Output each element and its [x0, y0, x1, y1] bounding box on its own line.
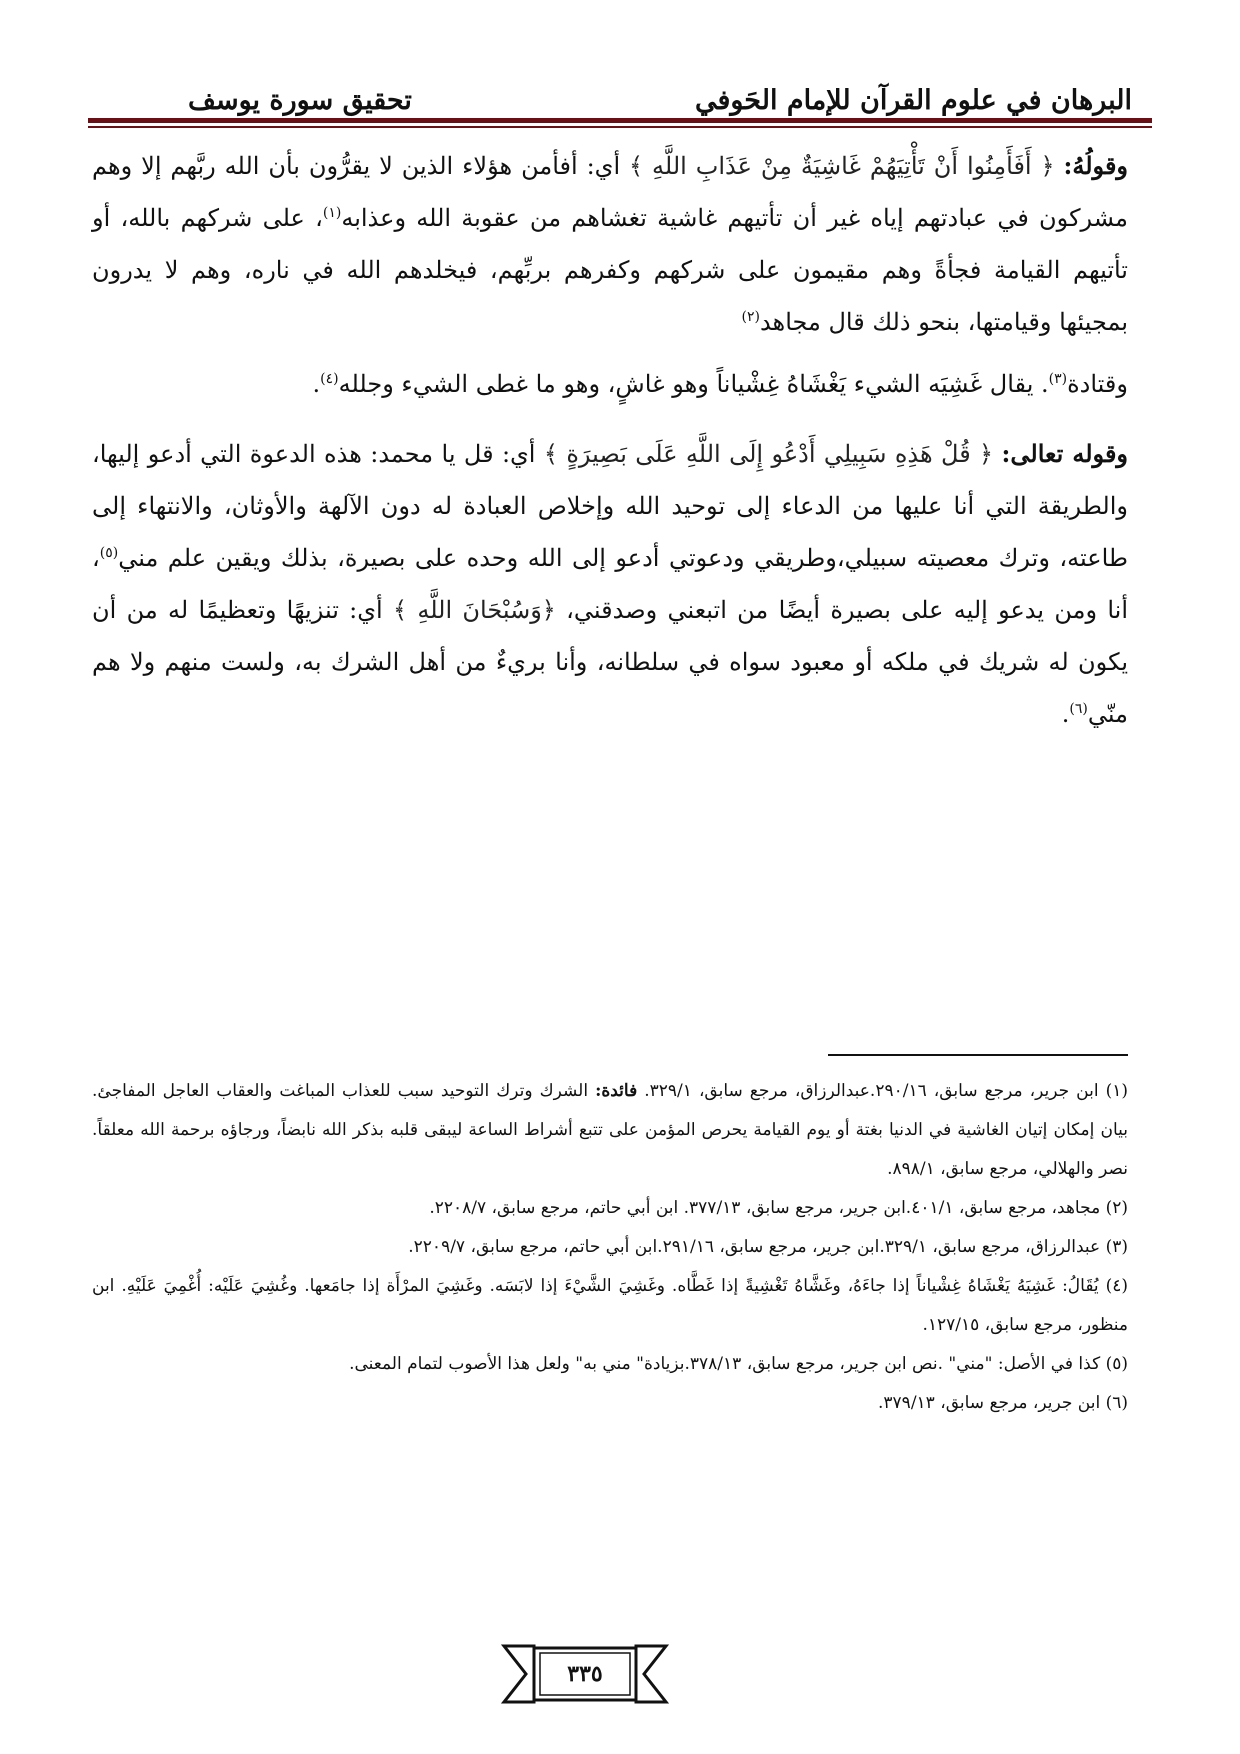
quran-verse: ﴿ أَفَأَمِنُوا أَنْ تَأْتِيَهُمْ غَاشِيَةٌ مِنْ عَذَابِ اللَّهِ ﴾	[629, 152, 1055, 180]
footnote-ref-3[interactable]: (٣)	[1048, 371, 1068, 387]
running-header	[88, 72, 1152, 116]
footnote-1-text-a: (١) ابن جرير، مرجع سابق، ٢٩٠/١٦.عبدالرزاق، مرجع سابق، ٣٢٩/١.	[637, 1081, 1128, 1101]
paragraph-1-text-b: ، على شركهم بالله، أو تأتيهم القيامة فجأةً وهم مقيمون على شركهم وكفرهم بربِّهم، فيخلدهم الله في ناره، وهم لا يدرون بمجيئها وقيامتها، بنحو ذلك قال مجاهد	[92, 204, 1128, 336]
paragraph-1-text-a: أي: أفأمن هؤلاء الذين لا يقرُّون بأن الله ربَّهم إلا وهم مشركون في عبادتهم إياه غير أن تأتيهم غاشية تغشاهم من عقوبة الله وعذابه	[92, 152, 1128, 232]
footnote-separator	[828, 1054, 1128, 1056]
footnote-ref-1[interactable]: (١)	[322, 205, 342, 221]
footnote-6: (٦) ابن جرير، مرجع سابق، ٣٧٩/١٣.	[878, 1393, 1128, 1413]
footnotes	[92, 1072, 1128, 1423]
paragraph-3-text-a: أي: قل يا محمد: هذه الدعوة التي أدعو إليها، والطريقة التي أنا عليها من الدعاء إلى توحيد الله وإخلاص العبادة له دون الآلهة والأوثان، والانتهاء إلى طاعته، وترك معصيته سبيلي،وطريقي ودعوتي أدعو إلى الله وحده على بصيرة، بذلك ويقين علم مني	[92, 440, 1128, 572]
paragraph-3-text-b: ، أنا ومن يدعو إليه على بصيرة أيضًا من اتبعني وصدقني،	[92, 544, 1129, 624]
footnote-2: (٢) مجاهد، مرجع سابق، ٤٠١/١.ابن جرير، مرجع سابق، ٣٧٧/١٣. ابن أبي حاتم، مرجع سابق، ٢٢٠٨/٧.	[429, 1198, 1128, 1218]
page-number-frame	[500, 1640, 670, 1708]
header-rule-thick	[88, 118, 1152, 123]
paragraph-3-text-d: .	[1061, 700, 1070, 728]
section-title: تحقيق سورة يوسف	[188, 85, 412, 116]
quran-verse: ﴿وَسُبْحَانَ اللَّهِ ﴾	[393, 596, 556, 624]
paragraph-3	[92, 428, 1128, 740]
footnote-1-label: فائدة:	[595, 1081, 638, 1101]
footnote-4: (٤) يُقَالُ: غَشِيَهُ يَغْشَاهُ غِشْياناً إذا جاءَهُ، وغَشَّاهُ تَغْشِيةً إذا غَطَّاه. وغَشِيَ الشَّيْءَ إذا لابَسَه. وغَشِيَ المرْأَة إذا جامَعها. وغُشِيَ عَلَيْه: أُغْمِيَ عَلَيْهِ. ابن منظور، مرجع سابق، ١٢٧/١٥.	[92, 1276, 1128, 1335]
footnote-ref-4[interactable]: (٤)	[320, 371, 339, 387]
paragraph-2-text-b: . يقال غَشِيَه الشيء يَغْشَاهُ غِشْياناً وهو غاشٍ، وهو ما غطى الشيء وجلله	[338, 370, 1049, 398]
paragraph-1-lead: وقولُهُ:	[1063, 151, 1128, 180]
footnote-5: (٥) كذا في الأصل: "مني" .نص ابن جرير، مرجع سابق، ٣٧٨/١٣.بزيادة" مني به" ولعل هذا الأصوب لتمام المعنى.	[349, 1354, 1128, 1374]
footnote-1-text-b: الشرك وترك التوحيد سبب للعذاب المباغت والعقاب العاجل المفاجئ. بيان إمكان إتيان الغاشية في الدنيا بغتة أو يوم القيامة يحرص المؤمن على تتبع أشراط الساعة ليبقى قلبه بذكر الله نابضاً، ورجاؤه برحمة الله معلقاً. نصر والهلالي، مرجع سابق، ٨٩٨/١.	[92, 1081, 1128, 1179]
footnote-ref-2[interactable]: (٢)	[741, 309, 760, 325]
footnote-1	[92, 1072, 1128, 1189]
header-rule-thin	[88, 126, 1152, 128]
footnote-ref-5[interactable]: (٥)	[99, 545, 119, 561]
paragraph-3-text-c: أي: تنزيهًا وتعظيمًا له من أن يكون له شريك في ملكه أو معبود سواه في سلطانه، وأنا بريءٌ من أهل الشرك به، ولست منهم ولا هم منّي	[92, 596, 1128, 728]
quran-verse: ﴿ قُلْ هَذِهِ سَبِيلِي أَدْعُو إِلَى اللَّهِ عَلَى بَصِيرَةٍ ﴾	[543, 440, 1002, 468]
page-number: ٣٣٥	[567, 1661, 603, 1687]
footnote-3: (٣) عبدالرزاق، مرجع سابق، ٣٢٩/١.ابن جرير، مرجع سابق، ٢٩١/١٦.ابن أبي حاتم، مرجع سابق، ٢٢٠٩/٧.	[408, 1237, 1128, 1257]
paragraph-2	[92, 358, 1128, 410]
main-text	[92, 140, 1128, 740]
paragraph-2-text-a: وقتادة	[1067, 370, 1128, 398]
paragraph-3-lead: وقوله تعالى:	[1001, 439, 1129, 468]
footnote-ref-6[interactable]: (٦)	[1069, 701, 1088, 717]
paragraph-2-text-c: .	[312, 370, 321, 398]
paragraph-1	[92, 140, 1128, 348]
book-title: البرهان في علوم القرآن للإمام الحَوفي	[694, 85, 1132, 116]
